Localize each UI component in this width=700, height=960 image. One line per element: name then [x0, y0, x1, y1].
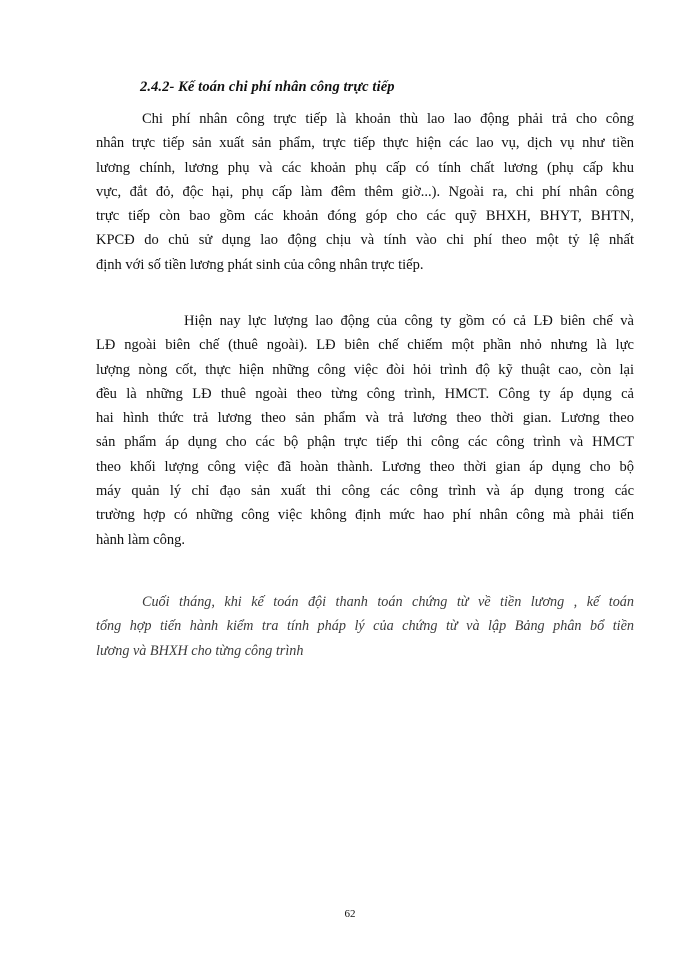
- text-line: lương và BHXH cho từng công trình: [96, 642, 304, 659]
- text-line: theo khối lượng công việc đã hoàn thành. Lương theo thời gian áp dụng cho bộ: [96, 458, 634, 475]
- text-line: nhân trực tiếp sản xuất sản phẩm, trực tiếp thực hiện các lao vụ, dịch vụ như tiền: [96, 135, 634, 152]
- text-line: hai hình thức trả lương theo sản phẩm và trả lương theo thời gian. Lương theo: [96, 410, 634, 427]
- text-line: Cuối tháng, khi kế toán đội thanh toán chứng từ về tiền lương , kế toán: [142, 594, 634, 610]
- text-line: hành làm công.: [96, 531, 185, 548]
- text-line: KPCĐ do chủ sử dụng lao động chịu và tính vào chi phí theo một tỷ lệ nhất: [96, 232, 634, 249]
- page-number: 62: [344, 908, 356, 920]
- text-line: máy quản lý chỉ đạo sản xuất thi công các công trình và áp dụng trong các: [96, 483, 634, 500]
- text-line: tổng hợp tiến hành kiểm tra tính pháp lý của chứng từ và lập Bảng phân bổ tiền: [96, 618, 634, 635]
- text-line: LĐ ngoài biên chế (thuê ngoài). LĐ biên chế chiếm một phần nhỏ nhưng là lực: [96, 337, 634, 354]
- paragraph-month-end-procedure: [96, 590, 634, 663]
- text-line: vực, đắt đỏ, độc hại, phụ cấp làm đêm thêm giờ...). Ngoài ra, chi phí nhân công: [96, 183, 634, 200]
- text-line: trực tiếp còn bao gồm các khoản đóng góp cho các quỹ BHXH, BHYT, BHTN,: [96, 208, 634, 225]
- paragraph-workforce: [96, 309, 634, 552]
- text-line: lương chính, lương phụ và các khoản phụ cấp có tính chất lương (phụ cấp khu: [96, 159, 634, 176]
- text-line: Hiện nay lực lượng lao động của công ty gồm có cả LĐ biên chế và: [184, 313, 634, 329]
- text-line: Chi phí nhân công trực tiếp là khoản thù lao lao động phải trả cho công: [142, 111, 634, 127]
- text-line: sản phẩm áp dụng cho các bộ phận trực tiếp thi công các công trình và HMCT: [96, 434, 634, 451]
- text-line: đều là những LĐ thuê ngoài theo từng công trình, HMCT. Công ty áp dụng cả: [96, 385, 634, 402]
- text-line: lượng nòng cốt, thực hiện những công việc đòi hỏi trình độ kỹ thuật cao, còn lại: [96, 361, 634, 378]
- text-line: định với số tiền lương phát sinh của công nhân trực tiếp.: [96, 256, 424, 273]
- text-line: trường hợp có những công việc không định mức hao phí nhân công mà phải tiến: [96, 507, 634, 524]
- paragraph-direct-labor-definition: [96, 107, 634, 277]
- section-heading: 2.4.2- Kế toán chi phí nhân công trực tiếp: [140, 79, 395, 95]
